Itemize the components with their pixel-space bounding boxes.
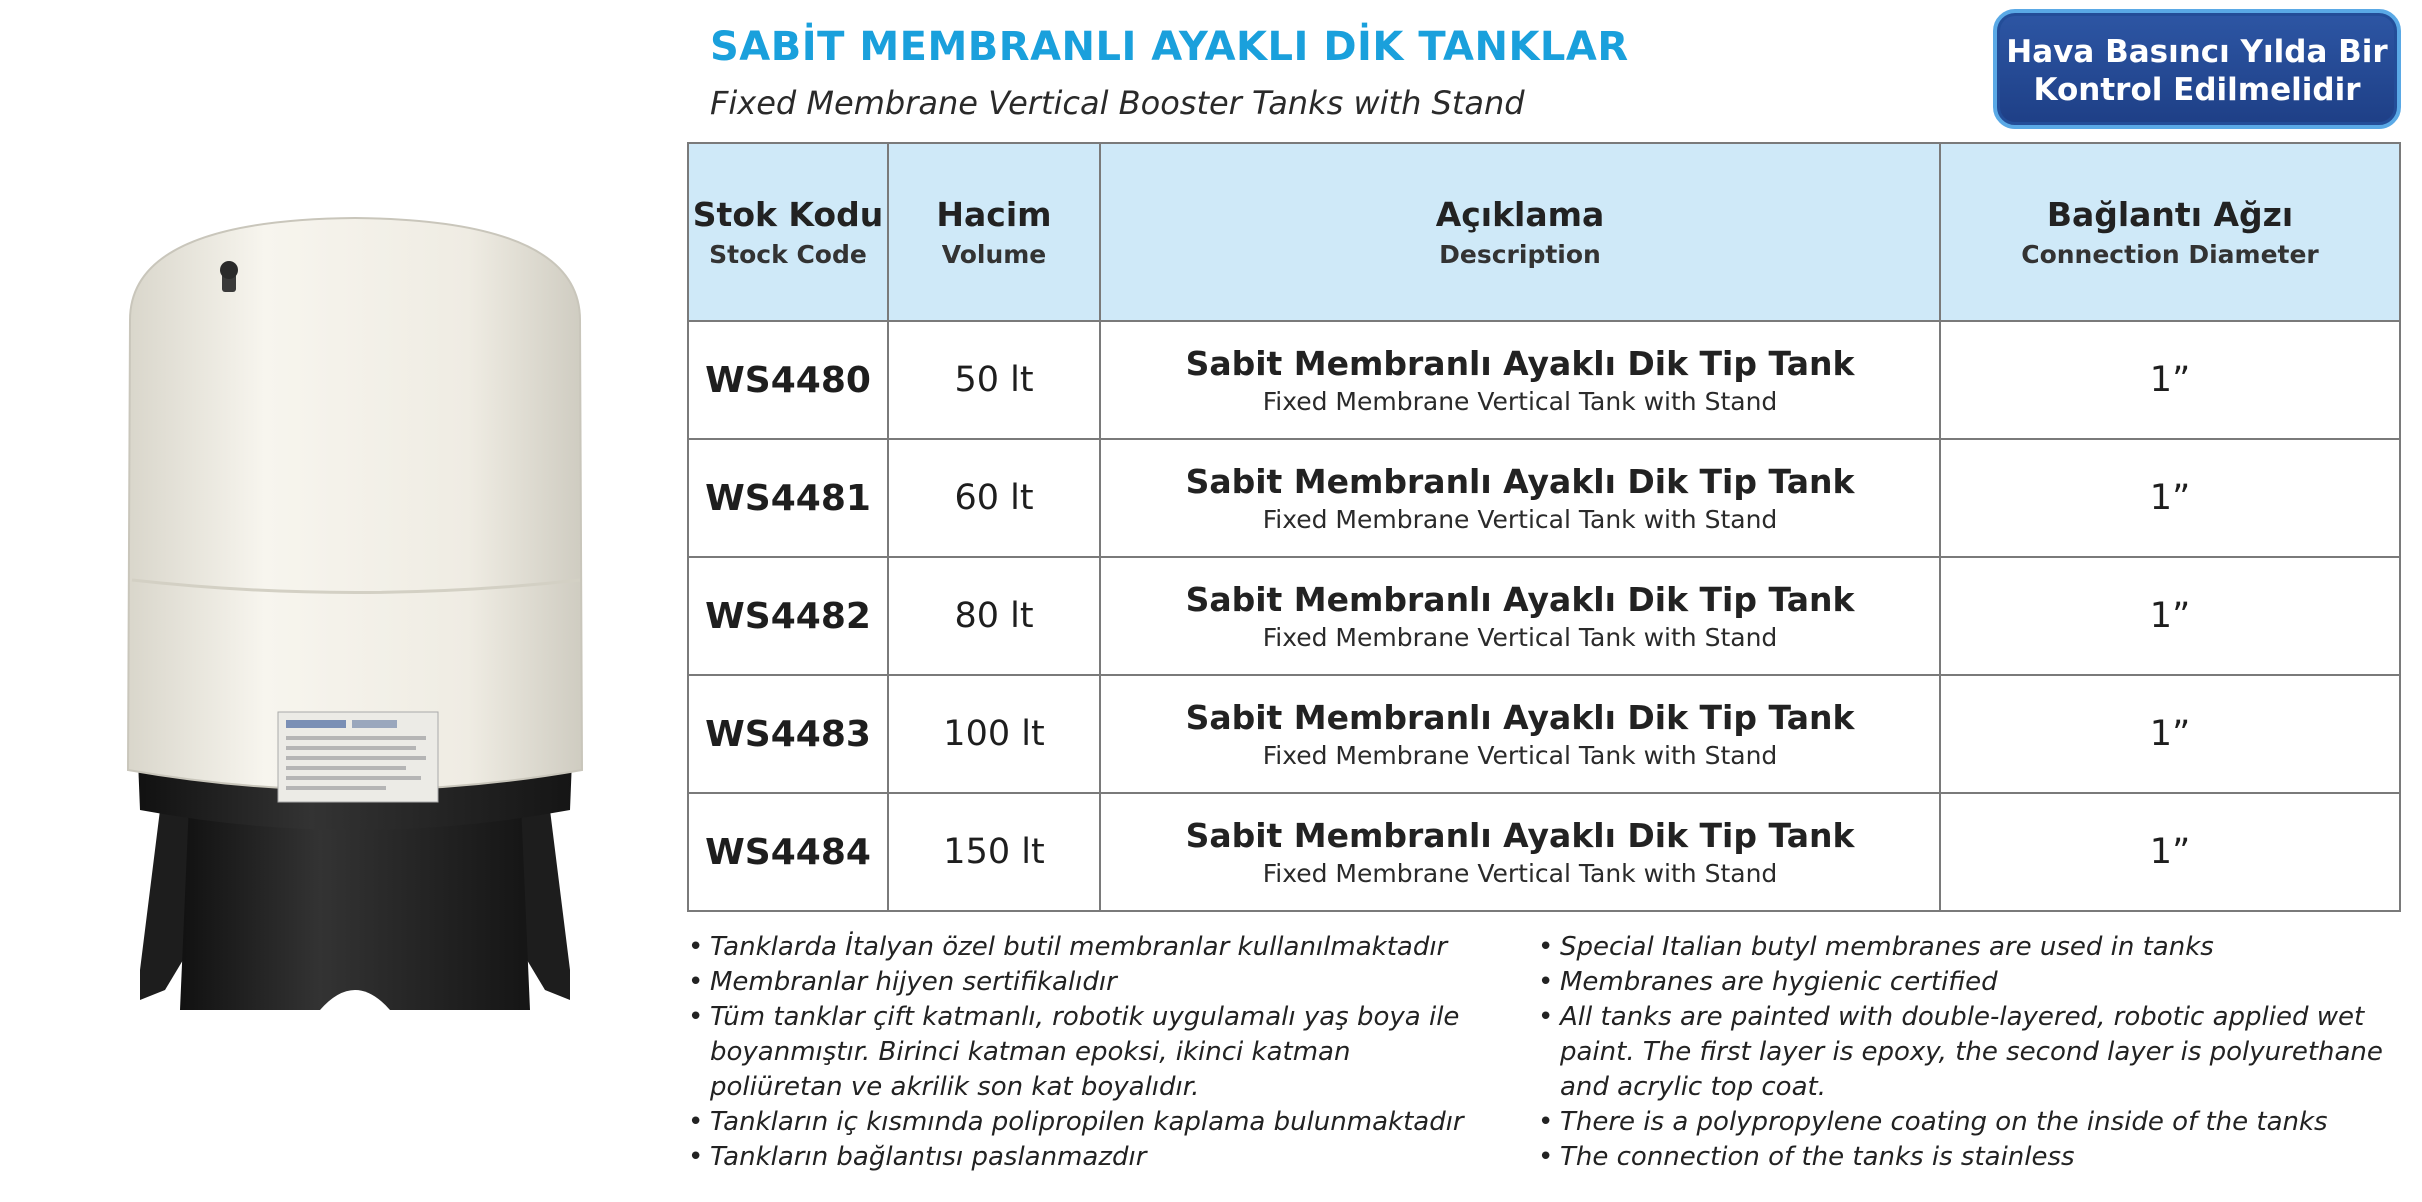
description-cell — [1100, 557, 1940, 675]
list-item: • There is a polypropylene coating on the inside of the tanks — [1538, 1107, 2328, 1137]
description-en: Fixed Membrane Vertical Tank with Stand — [1262, 741, 1778, 770]
description-cell — [1100, 675, 1940, 793]
list-item: • Membranes are hygienic certified — [1538, 967, 1998, 997]
description-en: Fixed Membrane Vertical Tank with Stand — [1262, 859, 1778, 888]
header-label-tr: Hacim — [936, 195, 1052, 234]
header-stock-code — [688, 143, 888, 321]
table-row — [688, 321, 2400, 439]
header-label-en: Description — [1439, 240, 1601, 269]
stock-code-cell: WS4484 — [688, 793, 888, 911]
description-cell — [1100, 439, 1940, 557]
table-row — [688, 675, 2400, 793]
product-spec-table — [687, 142, 2401, 912]
badge-line-2: Kontrol Edilmelidir — [2033, 72, 2361, 108]
description-cell — [1100, 321, 1940, 439]
stock-code-cell: WS4481 — [688, 439, 888, 557]
list-item: • All tanks are painted with double-layered, robotic applied wet paint. The first layer is epoxy, the second layer is polyurethane and acrylic top coat. — [1538, 1002, 2383, 1102]
header-label-tr: Bağlantı Ağzı — [2046, 195, 2294, 234]
features-list-tr — [688, 930, 1478, 1175]
list-item: • Special Italian butyl membranes are used in tanks — [1538, 932, 2214, 962]
connection-cell: 1” — [1940, 793, 2400, 911]
volume-cell: 100 lt — [888, 675, 1100, 793]
description-tr: Sabit Membranlı Ayaklı Dik Tip Tank — [1185, 816, 1855, 855]
connection-cell: 1” — [1940, 439, 2400, 557]
header-label-en: Stock Code — [709, 240, 867, 269]
header-label-tr: Stok Kodu — [692, 195, 884, 234]
volume-cell: 80 lt — [888, 557, 1100, 675]
list-item: • Tüm tanklar çift katmanlı, robotik uygulamalı yaş boya ile boyanmıştır. Birinci katman epoksi, ikinci katman poliüretan ve akrilik son kat boyalıdır. — [688, 1002, 1460, 1102]
description-tr: Sabit Membranlı Ayaklı Dik Tip Tank — [1185, 462, 1855, 501]
stock-code-cell: WS4482 — [688, 557, 888, 675]
description-tr: Sabit Membranlı Ayaklı Dik Tip Tank — [1185, 344, 1855, 383]
badge-line-1: Hava Basıncı Yılda Bir — [2006, 34, 2388, 70]
header-label-en: Volume — [941, 240, 1047, 269]
features-list-en — [1538, 930, 2408, 1175]
page-title: SABİT MEMBRANLI AYAKLI DİK TANKLAR — [710, 24, 1629, 70]
header-connection — [1940, 143, 2400, 321]
header-volume — [888, 143, 1100, 321]
list-item: • The connection of the tanks is stainless — [1538, 1142, 2075, 1172]
list-item: • Membranlar hijyen sertifikalıdır — [688, 967, 1117, 997]
description-en: Fixed Membrane Vertical Tank with Stand — [1262, 387, 1778, 416]
stock-code-cell: WS4480 — [688, 321, 888, 439]
description-cell — [1100, 793, 1940, 911]
connection-cell: 1” — [1940, 321, 2400, 439]
pressure-tank-icon — [120, 200, 590, 1050]
list-item: • Tankların bağlantısı paslanmazdır — [688, 1142, 1147, 1172]
volume-cell: 60 lt — [888, 439, 1100, 557]
air-pressure-notice-badge — [1993, 9, 2401, 129]
connection-cell: 1” — [1940, 557, 2400, 675]
table-row — [688, 793, 2400, 911]
connection-cell: 1” — [1940, 675, 2400, 793]
list-item: • Tanklarda İtalyan özel butil membranlar kullanılmaktadır — [688, 932, 1448, 962]
table-row — [688, 439, 2400, 557]
description-tr: Sabit Membranlı Ayaklı Dik Tip Tank — [1185, 698, 1855, 737]
page-subtitle: Fixed Membrane Vertical Booster Tanks with Stand — [710, 84, 1525, 122]
description-en: Fixed Membrane Vertical Tank with Stand — [1262, 623, 1778, 652]
header-description — [1100, 143, 1940, 321]
list-item: • Tankların iç kısmında polipropilen kaplama bulunmaktadır — [688, 1107, 1464, 1137]
table-row — [688, 557, 2400, 675]
stock-code-cell: WS4483 — [688, 675, 888, 793]
header-label-tr: Açıklama — [1435, 195, 1605, 234]
header-label-en: Connection Diameter — [2021, 240, 2319, 269]
description-en: Fixed Membrane Vertical Tank with Stand — [1262, 505, 1778, 534]
volume-cell: 50 lt — [888, 321, 1100, 439]
volume-cell: 150 lt — [888, 793, 1100, 911]
table-header-row — [688, 143, 2400, 321]
description-tr: Sabit Membranlı Ayaklı Dik Tip Tank — [1185, 580, 1855, 619]
